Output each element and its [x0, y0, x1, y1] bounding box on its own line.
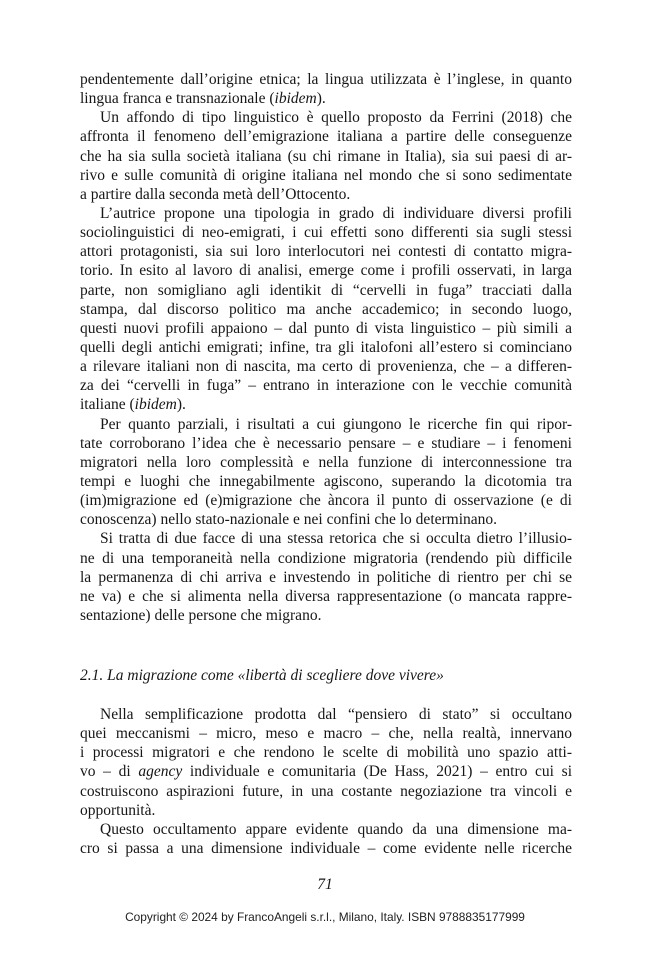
text-line [80, 223, 572, 242]
text-run: tempi e luoghi che innegabilmente agiscono, superando la dicotomia tra [80, 472, 572, 490]
text-run: che ha sia sulla società italiana (su chi rimane in Italia), sia sui paesi di ar- [80, 147, 572, 165]
italic-term: ibidem [134, 396, 177, 414]
text-line [80, 491, 572, 510]
text-line [80, 587, 572, 606]
text-run: a rilevare italiani non di nascita, ma certo di provenienza, che – a differen- [80, 358, 572, 376]
text-line [80, 166, 572, 185]
body-text-bottom [80, 705, 572, 858]
text-line [80, 242, 572, 261]
paragraph [80, 705, 572, 820]
text-run: a partire dalla seconda metà dell’Ottocento. [80, 185, 351, 203]
text-run: (im)migrazione ed (e)migrazione che àncora il punto di osservazione (e di [80, 492, 572, 510]
italic-term: ibidem [274, 90, 317, 108]
paragraph [80, 820, 572, 858]
text-line [80, 300, 572, 319]
text-run: sentazione) delle persone che migrano. [80, 606, 322, 624]
paragraph [80, 70, 572, 108]
text-run: italiane ( [80, 396, 135, 414]
text-run: migratori nella loro complessità e nella funzione di interconnessione tra [80, 453, 572, 471]
page-number: 71 [317, 876, 333, 893]
text-line [80, 434, 572, 453]
text-run: pendentemente dall’origine etnica; la lingua utilizzata è l’inglese, in quanto [80, 71, 572, 88]
text-line [80, 743, 572, 762]
text-run: quelli degli antichi emigrati; infine, tra gli italofoni all’estero si cominciano [80, 338, 572, 356]
text-line [80, 568, 572, 587]
text-run: L’autrice propone una tipologia in grado di individuare diversi profili [100, 204, 572, 222]
text-line [80, 357, 572, 376]
text-run: za dei “cervelli in fuga” – entrano in interazione con le vecchie comunità [80, 377, 572, 395]
text-run: Un affondo di tipo linguistico è quello proposto da Ferrini (2018) che [100, 109, 572, 127]
text-run: conoscenza) nello stato-nazionale e nei confini che lo determinano. [80, 511, 498, 529]
text-line [80, 261, 572, 280]
text-run: tate corroborano l’idea che è necessario pensare – e studiare – i fenomeni [80, 434, 572, 452]
text-line [80, 529, 572, 548]
text-run: ne di una temporaneità nella condizione migratoria (rendendo più difficile [80, 549, 572, 567]
text-line [80, 510, 572, 529]
text-run: affronta il fenomeno dell’emigrazione italiana a partire delle conseguenze [80, 128, 572, 146]
text-run: ne va) e che si alimenta nella diversa rappresentazione (o mancata rappre- [80, 587, 572, 605]
text-line [80, 395, 572, 414]
paragraph [80, 204, 572, 415]
text-line [80, 89, 572, 108]
text-run: individuale e comunitaria (De Hass, 2021) – entro cui si [182, 763, 572, 781]
text-line [80, 472, 572, 491]
text-line [80, 319, 572, 338]
text-line [80, 127, 572, 146]
text-run: stampa, dal discorso politico ma anche accademico; in secondo luogo, [80, 300, 572, 318]
text-line [80, 415, 572, 434]
text-run: quei meccanismi – micro, meso e macro – che, nella realtà, innervano [80, 725, 572, 743]
text-line [80, 606, 572, 625]
text-line [80, 338, 572, 357]
text-line [80, 839, 572, 858]
text-run: Per quanto parziali, i risultati a cui giungono le ricerche fin qui ripor- [100, 415, 572, 433]
paragraph [80, 415, 572, 530]
section-heading: 2.1. La migrazione come «libertà di scegliere dove vivere» [80, 667, 444, 684]
text-line [80, 70, 572, 89]
text-run: vo – di [80, 763, 139, 781]
text-run: costruiscono aspirazioni future, in una costante negoziazione tra vincoli e [80, 782, 572, 800]
text-line [80, 762, 572, 781]
text-run: ). [316, 90, 326, 108]
text-line [80, 705, 572, 724]
text-line [80, 782, 572, 801]
text-line [80, 820, 572, 839]
text-run: rivo e sulle comunità di origine italiana nel mondo che si sono sedimentate [80, 166, 572, 184]
text-run: Si tratta di due facce di una stessa retorica che si occulta dietro l’illusio- [100, 530, 572, 548]
text-run: ). [176, 396, 186, 414]
text-run: sociolinguistici di neo-emigrati, i cui effetti sono differenti sia sugli stessi [80, 224, 572, 242]
text-line [80, 147, 572, 166]
text-run: i processi migratori e che rendono le scelte di mobilità uno spazio atti- [80, 744, 572, 762]
text-run: torio. In esito al lavoro di analisi, emerge come i profili osservati, in larga [80, 262, 572, 280]
text-run: la permanenza di chi arriva e investendo in politiche di rientro per chi se [80, 568, 572, 586]
text-run: lingua franca e transnazionale ( [80, 90, 275, 108]
copyright-footer: Copyright © 2024 by FrancoAngeli s.r.l., Milano, Italy. ISBN 9788835177999 [125, 910, 525, 924]
italic-term: agency [138, 763, 183, 781]
text-run: questi nuovi profili appaiono – dal punto di vista linguistico – più simili a [80, 319, 572, 337]
text-line [80, 281, 572, 300]
text-line [80, 801, 572, 820]
paragraph [80, 108, 572, 204]
paragraph [80, 529, 572, 625]
text-run: Nella semplificazione prodotta dal “pensiero di stato” si occultano [100, 706, 572, 723]
text-line [80, 453, 572, 472]
text-run: cro si passa a una dimensione individuale – come evidente nelle ricerche [80, 839, 572, 857]
text-run: parte, non somigliano agli identikit di “cervelli in fuga” tracciati dalla [80, 281, 572, 299]
text-line [80, 185, 572, 204]
text-line [80, 724, 572, 743]
text-run: Questo occultamento appare evidente quando da una dimensione ma- [100, 820, 572, 838]
body-text-top [80, 70, 572, 625]
text-line [80, 376, 572, 395]
text-run: attori protagonisti, sia sui loro interlocutori nei contesti di contatto migra- [80, 243, 572, 261]
text-line [80, 204, 572, 223]
text-line [80, 108, 572, 127]
text-run: opportunità. [80, 801, 156, 819]
text-line [80, 549, 572, 568]
